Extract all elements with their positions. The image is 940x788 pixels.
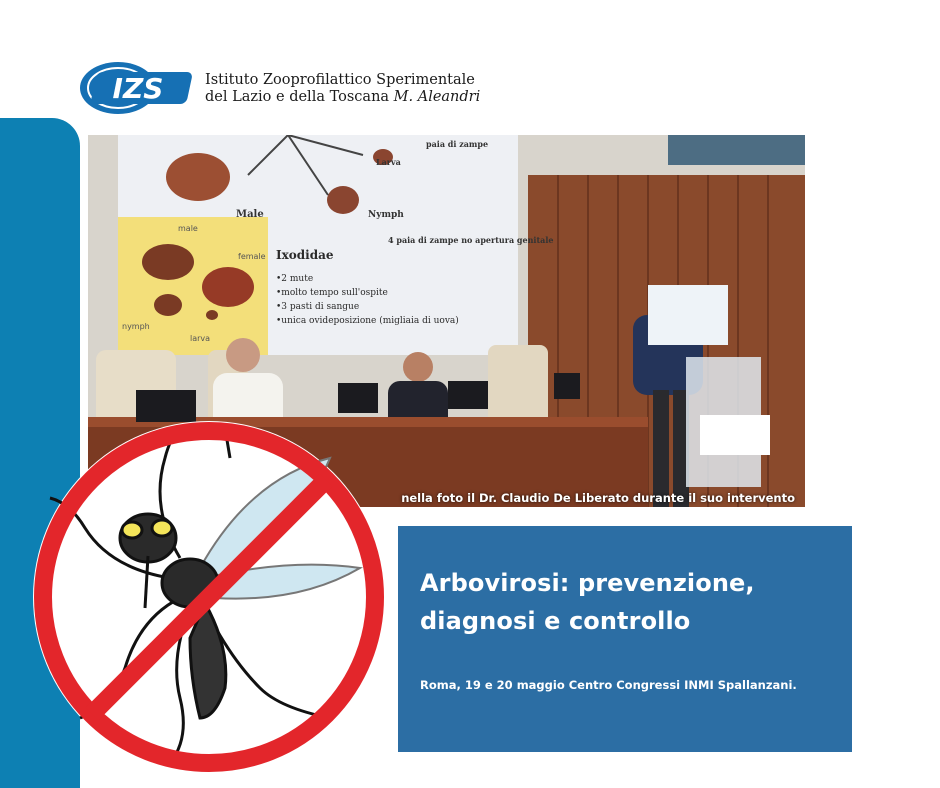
no-mosquito-sign [30, 418, 388, 776]
org-name-line2 [205, 89, 480, 106]
izs-logo [78, 58, 198, 118]
svg-text:nymph: nymph [122, 322, 150, 331]
svg-text:•3 pasti di sangue: •3 pasti di sangue [276, 302, 360, 312]
event-info-box [398, 526, 852, 752]
svg-text:Male: Male [236, 209, 264, 220]
event-title-line2: diagnosi e controllo [420, 607, 691, 635]
svg-text:•2 mute: •2 mute [276, 274, 314, 284]
svg-text:paia di zampe: paia di zampe [426, 139, 489, 149]
org-name-line2-prefix: del Lazio e della Toscana [205, 89, 390, 105]
svg-text:Larva: Larva [376, 157, 401, 167]
organization-name [205, 72, 480, 106]
projection-slide [118, 135, 553, 355]
svg-text:•unica ovideposizione (migliai: •unica ovideposizione (migliaia di uova) [276, 316, 459, 326]
org-name-italic: M. Aleandri [393, 89, 481, 105]
svg-text:larva: larva [190, 334, 211, 343]
event-title-line1: Arbovirosi: prevenzione, [420, 569, 755, 597]
photo-caption: nella foto il Dr. Claudio De Liberato durante il suo intervento [401, 491, 795, 505]
svg-text:•molto tempo sull'ospite: •molto tempo sull'ospite [276, 288, 388, 298]
event-details: Roma, 19 e 20 maggio Centro Congressi INMI Spallanzani. [420, 678, 797, 692]
logo-lettering: IZS [112, 72, 164, 105]
svg-text:male: male [178, 224, 198, 233]
svg-text:Nymph: Nymph [368, 210, 404, 220]
svg-text:female: female [238, 252, 266, 261]
slide-heading: Ixodidae [276, 248, 334, 262]
event-title [420, 564, 840, 640]
org-name-line1: Istituto Zooprofilattico Sperimentale [205, 72, 475, 88]
svg-text:4 paia di zampe no apertura ge: 4 paia di zampe no apertura genitale [388, 235, 554, 245]
